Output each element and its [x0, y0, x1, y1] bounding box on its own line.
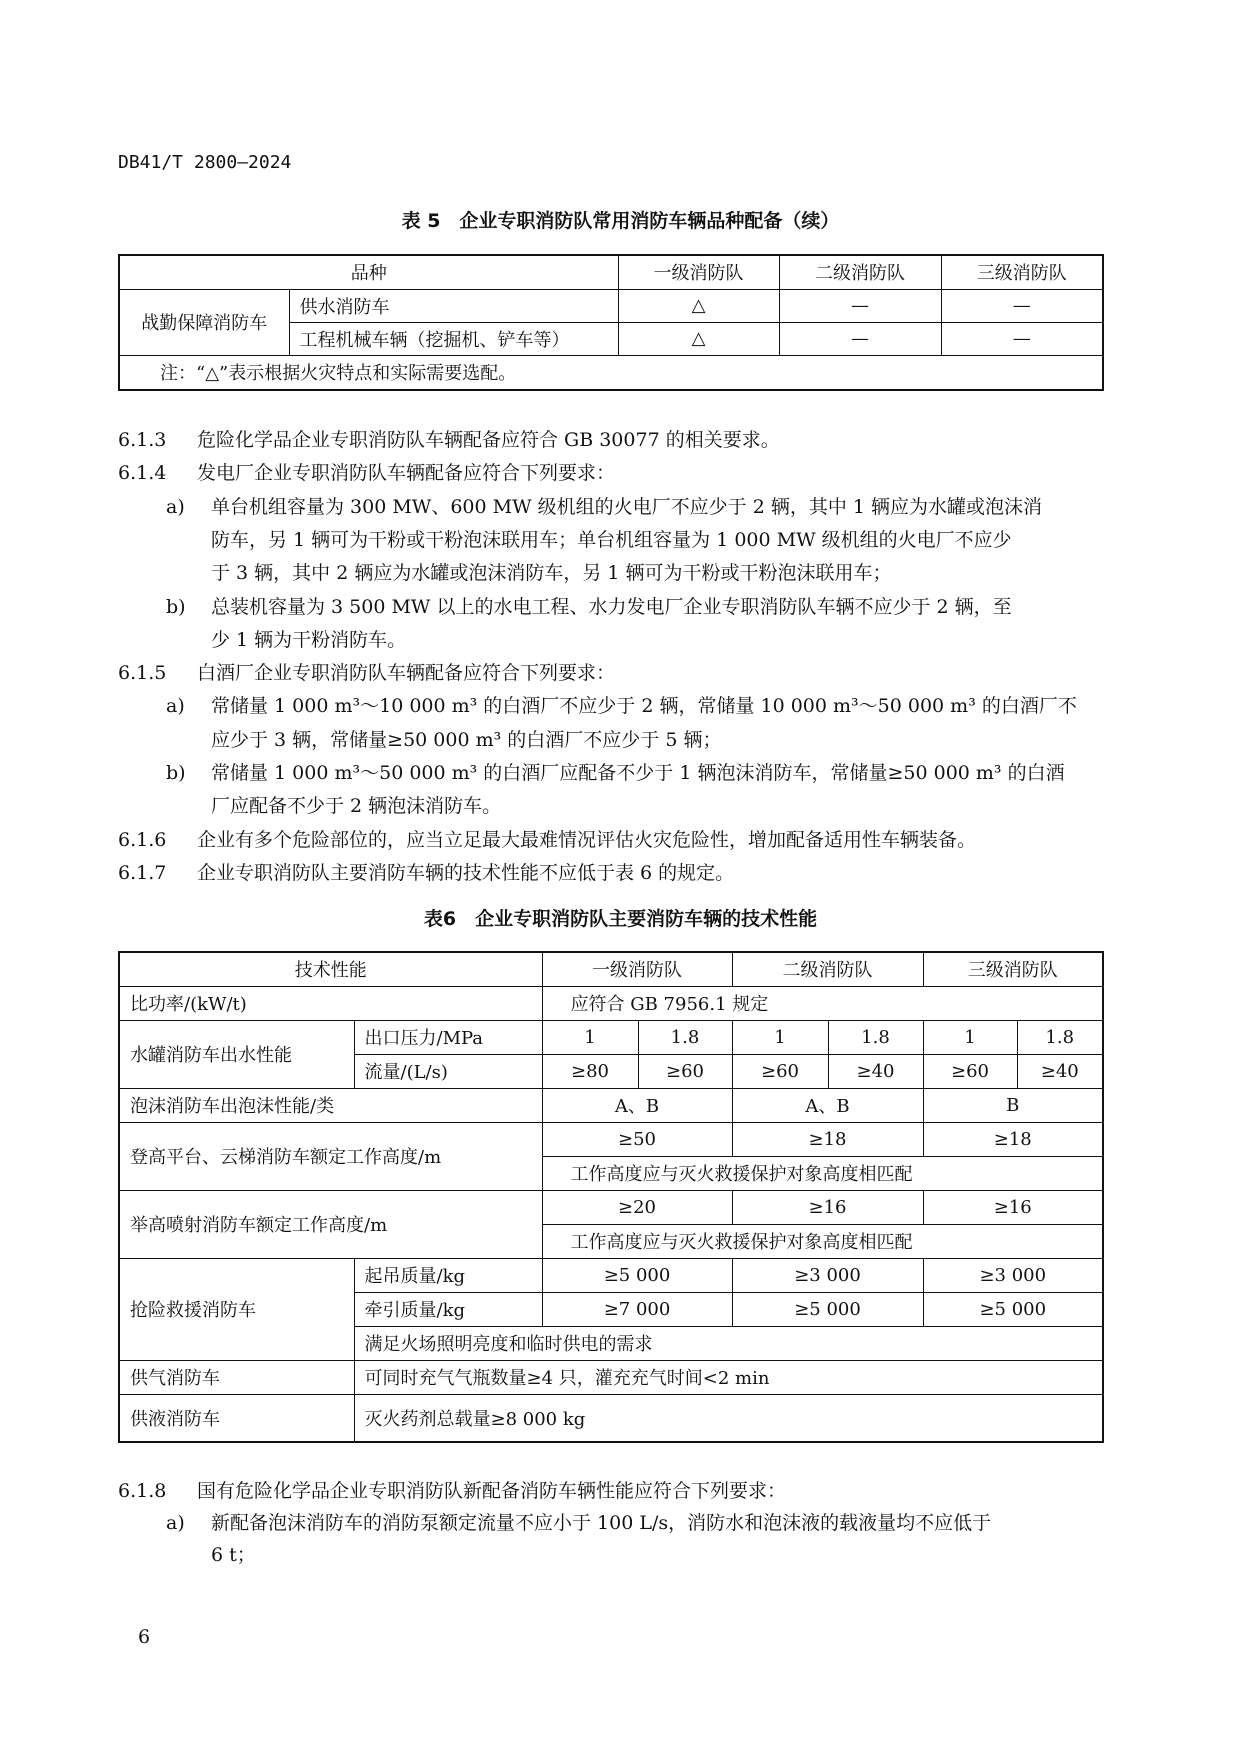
clause-text: 发电厂企业专职消防队车辆配备应符合下列要求： — [197, 462, 616, 485]
table6-title: 表6 企业专职消防队主要消防车辆的技术性能 — [423, 908, 818, 930]
list-item-label: a) — [166, 695, 185, 718]
table5-title: 表 5 企业专职消防队常用消防车辆品种配备（续） — [401, 210, 840, 232]
row-label: 抢险救援消防车 — [119, 1258, 354, 1360]
header-cell: 二级消防队 — [732, 952, 923, 986]
value-cell: 应符合 GB 7956.1 规定 — [542, 986, 1103, 1020]
list-item-text: 常储量 1 000 m³～50 000 m³ 的白酒厂应配备不少于 1 辆泡沫消防车，常储量≥50 000 m³ 的白酒 — [211, 762, 1065, 784]
header-cell: 技术性能 — [119, 952, 542, 986]
list-item-text: 总装机容量为 3 500 MW 以上的水电工程、水力发电厂企业专职消防队车辆不应少于 2 辆，至 — [211, 595, 1012, 618]
vehicle-name: 工程机械车辆（挖掘机、铲车等） — [289, 322, 618, 355]
clause-number: 6.1.7 — [118, 861, 167, 884]
value-cell: ≥3 000 — [923, 1258, 1103, 1292]
sub-label: 流量/(L/s) — [354, 1054, 542, 1088]
list-item-text: 厂应配备不少于 2 辆泡沫消防车。 — [211, 795, 502, 818]
row-label: 供液消防车 — [119, 1394, 354, 1442]
value-cell: ≥18 — [923, 1122, 1103, 1156]
list-item-text: 防车，另 1 辆可为干粉或干粉泡沫联用车；单台机组容量为 1 000 MW 级机组的火电厂不应少 — [211, 528, 1012, 551]
value-cell: 1 — [732, 1020, 828, 1054]
sub-label: 牵引质量/kg — [354, 1292, 542, 1326]
page-number: 6 — [138, 1626, 151, 1648]
list-item-text: 于 3 辆，其中 2 辆应为水罐或泡沫消防车，另 1 辆可为干粉或干粉泡沫联用车； — [211, 562, 892, 585]
value-cell: ≥80 — [542, 1054, 638, 1088]
value-cell: A、B — [542, 1088, 732, 1122]
value-cell: ≥50 — [542, 1122, 732, 1156]
value-cell: ≥20 — [542, 1190, 732, 1224]
clause-number: 6.1.3 — [118, 429, 167, 451]
row-label: 水罐消防车出水性能 — [119, 1020, 354, 1088]
value-cell: 灭火药剂总载量≥8 000 kg — [354, 1394, 1103, 1442]
value-cell: — — [779, 289, 941, 322]
value-note: 满足火场照明亮度和临时供电的需求 — [354, 1326, 1103, 1360]
header-cell: 三级消防队 — [941, 255, 1103, 289]
row-label: 供气消防车 — [119, 1360, 354, 1394]
clause-number: 6.1.5 — [118, 662, 167, 685]
value-cell: 1 — [923, 1020, 1017, 1054]
list-item-text: 新配备泡沫消防车的消防泵额定流量不应小于 100 L/s，消防水和泡沫液的载液量均不应低于 — [211, 1512, 992, 1534]
document-code: DB41/T 2800—2024 — [118, 152, 292, 173]
list-item-label: a) — [166, 495, 185, 518]
vehicle-name: 供水消防车 — [289, 289, 618, 322]
clause-number: 6.1.8 — [118, 1480, 167, 1502]
value-cell: 1.8 — [828, 1020, 923, 1054]
value-cell: 1.8 — [1017, 1020, 1103, 1054]
row-label: 登高平台、云梯消防车额定工作高度/m — [119, 1122, 542, 1190]
row-label: 举高喷射消防车额定工作高度/m — [119, 1190, 542, 1258]
value-cell: 1 — [542, 1020, 638, 1054]
value-cell: ≥16 — [923, 1190, 1103, 1224]
value-cell: ≥7 000 — [542, 1292, 732, 1326]
value-cell: — — [779, 322, 941, 355]
value-cell: ≥5 000 — [732, 1292, 923, 1326]
table6 — [118, 951, 1104, 1443]
value-cell: ≥60 — [732, 1054, 828, 1088]
value-note: 工作高度应与灭火救援保护对象高度相匹配 — [542, 1156, 1103, 1190]
sub-label: 起吊质量/kg — [354, 1258, 542, 1292]
list-item-text: 应少于 3 辆，常储量≥50 000 m³ 的白酒厂不应少于 5 辆； — [211, 728, 722, 751]
value-cell: ≥60 — [923, 1054, 1017, 1088]
value-cell: ≥40 — [828, 1054, 923, 1088]
list-item-label: a) — [166, 1512, 185, 1534]
value-cell: 1.8 — [638, 1020, 732, 1054]
list-item-text: 单台机组容量为 300 MW、600 MW 级机组的火电厂不应少于 2 辆，其中 1 辆应为水罐或泡沫消 — [211, 495, 1042, 518]
row-label: 泡沫消防车出泡沫性能/类 — [119, 1088, 542, 1122]
value-cell: — — [941, 289, 1103, 322]
sub-label: 出口压力/MPa — [354, 1020, 542, 1054]
value-cell: △ — [618, 322, 779, 355]
value-cell: — — [941, 322, 1103, 355]
list-item-text: 常储量 1 000 m³～10 000 m³ 的白酒厂不应少于 2 辆，常储量 10 000 m³～50 000 m³ 的白酒厂不 — [211, 695, 1077, 718]
clause-text: 企业有多个危险部位的，应当立足最大最难情况评估火灾危险性，增加配备适用性车辆装备。 — [197, 828, 977, 851]
row-label: 比功率/(kW/t) — [119, 986, 542, 1020]
header-cell: 一级消防队 — [618, 255, 779, 289]
value-cell: 可同时充气气瓶数量≥4 只，灌充充气时间<2 min — [354, 1360, 1103, 1394]
list-item-label: b) — [166, 595, 186, 618]
value-cell: B — [923, 1088, 1103, 1122]
value-cell: ≥3 000 — [732, 1258, 923, 1292]
value-cell: ≥5 000 — [923, 1292, 1103, 1326]
clause-text: 国有危险化学品企业专职消防队新配备消防车辆性能应符合下列要求： — [197, 1480, 787, 1502]
clause-number: 6.1.4 — [118, 462, 167, 485]
list-item-text: 少 1 辆为干粉消防车。 — [211, 628, 407, 651]
header-cell: 一级消防队 — [542, 952, 732, 986]
header-cell: 二级消防队 — [779, 255, 941, 289]
value-cell: A、B — [732, 1088, 923, 1122]
header-cell: 三级消防队 — [923, 952, 1103, 986]
clause-number: 6.1.6 — [118, 828, 167, 851]
value-cell: ≥60 — [638, 1054, 732, 1088]
value-cell: △ — [618, 289, 779, 322]
list-item-text: 6 t； — [211, 1544, 256, 1566]
clause-text: 企业专职消防队主要消防车辆的技术性能不应低于表 6 的规定。 — [197, 861, 735, 884]
value-cell: ≥16 — [732, 1190, 923, 1224]
clause-text: 白酒厂企业专职消防队车辆配备应符合下列要求： — [197, 662, 616, 685]
table5 — [118, 254, 1104, 391]
value-cell: ≥5 000 — [542, 1258, 732, 1292]
clause-text: 危险化学品企业专职消防队车辆配备应符合 GB 30077 的相关要求。 — [197, 429, 780, 451]
table-note: 注：“△”表示根据火灾特点和实际需要选配。 — [119, 355, 1103, 390]
value-cell: ≥18 — [732, 1122, 923, 1156]
value-note: 工作高度应与灭火救援保护对象高度相匹配 — [542, 1224, 1103, 1258]
value-cell: ≥40 — [1017, 1054, 1103, 1088]
list-item-label: b) — [166, 762, 186, 784]
header-cell: 品种 — [119, 255, 618, 289]
group-cell: 战勤保障消防车 — [119, 289, 289, 355]
